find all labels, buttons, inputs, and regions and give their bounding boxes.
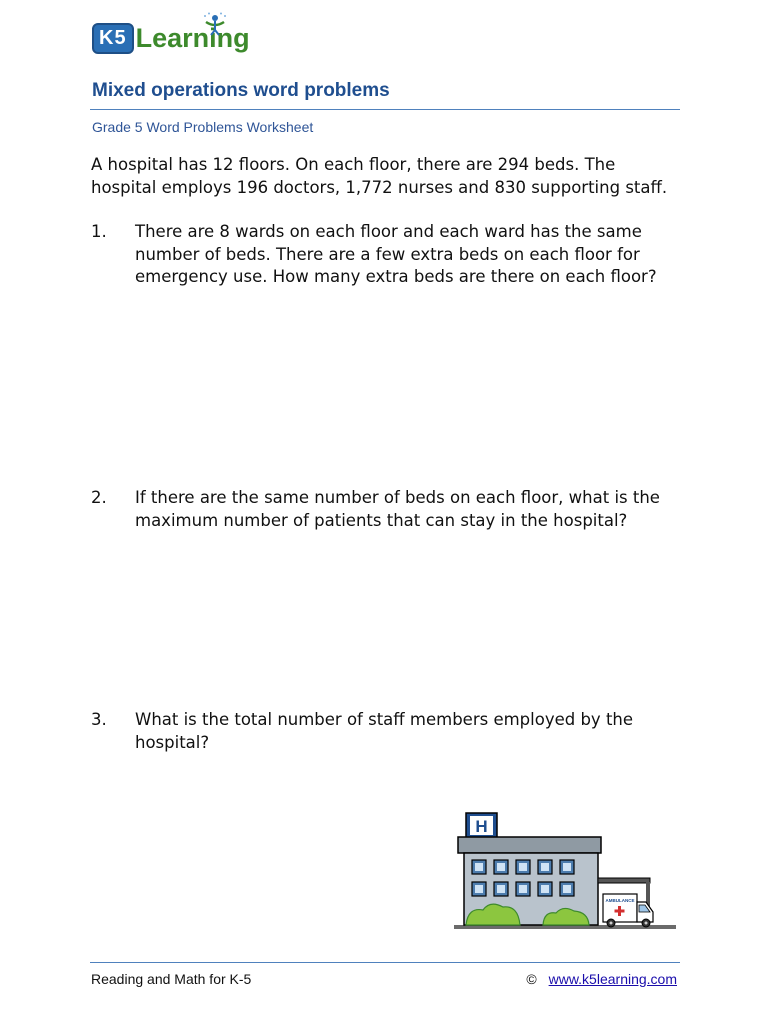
- title-divider: [90, 109, 680, 110]
- question-number: 1.: [91, 222, 107, 241]
- footer-tagline: Reading and Math for K-5: [91, 971, 252, 987]
- k5learning-link[interactable]: www.k5learning.com: [548, 971, 677, 987]
- question-number: 2.: [91, 488, 107, 507]
- hospital-illustration: [448, 810, 678, 935]
- question-number: 3.: [91, 710, 107, 729]
- ambulance-label: AMBULANCE: [605, 898, 635, 903]
- question-text: There are 8 wards on each floor and each ward has the same number of beds. There are a few extra beds on each floor for emergency use. How many extra beds are there on each floor?: [135, 222, 657, 286]
- question-text: What is the total number of staff members employed by the hospital?: [135, 710, 634, 752]
- footer-divider: [90, 962, 680, 963]
- k5-learning-logo: [92, 18, 250, 58]
- footer-copyright: [526, 971, 677, 987]
- logo-k5-badge: K5: [92, 23, 134, 54]
- hospital-sign-text: H: [475, 817, 488, 836]
- jumping-figure-icon: [200, 12, 230, 36]
- question-3: [91, 709, 681, 754]
- problem-intro: A hospital has 12 floors. On each floor, there are 294 beds. The hospital employs 196 doctors, 1,772 nurses and 830 supporting staff.: [91, 155, 668, 197]
- copyright-symbol: ©: [526, 971, 537, 987]
- question-text: If there are the same number of beds on each floor, what is the maximum number of patients that can stay in the hospital?: [135, 488, 660, 530]
- page-subtitle: Grade 5 Word Problems Worksheet: [92, 119, 314, 135]
- logo-learning-text: Learning: [135, 22, 250, 53]
- page-title: Mixed operations word problems: [92, 80, 390, 101]
- question-1: [91, 221, 681, 289]
- question-2: [91, 487, 681, 532]
